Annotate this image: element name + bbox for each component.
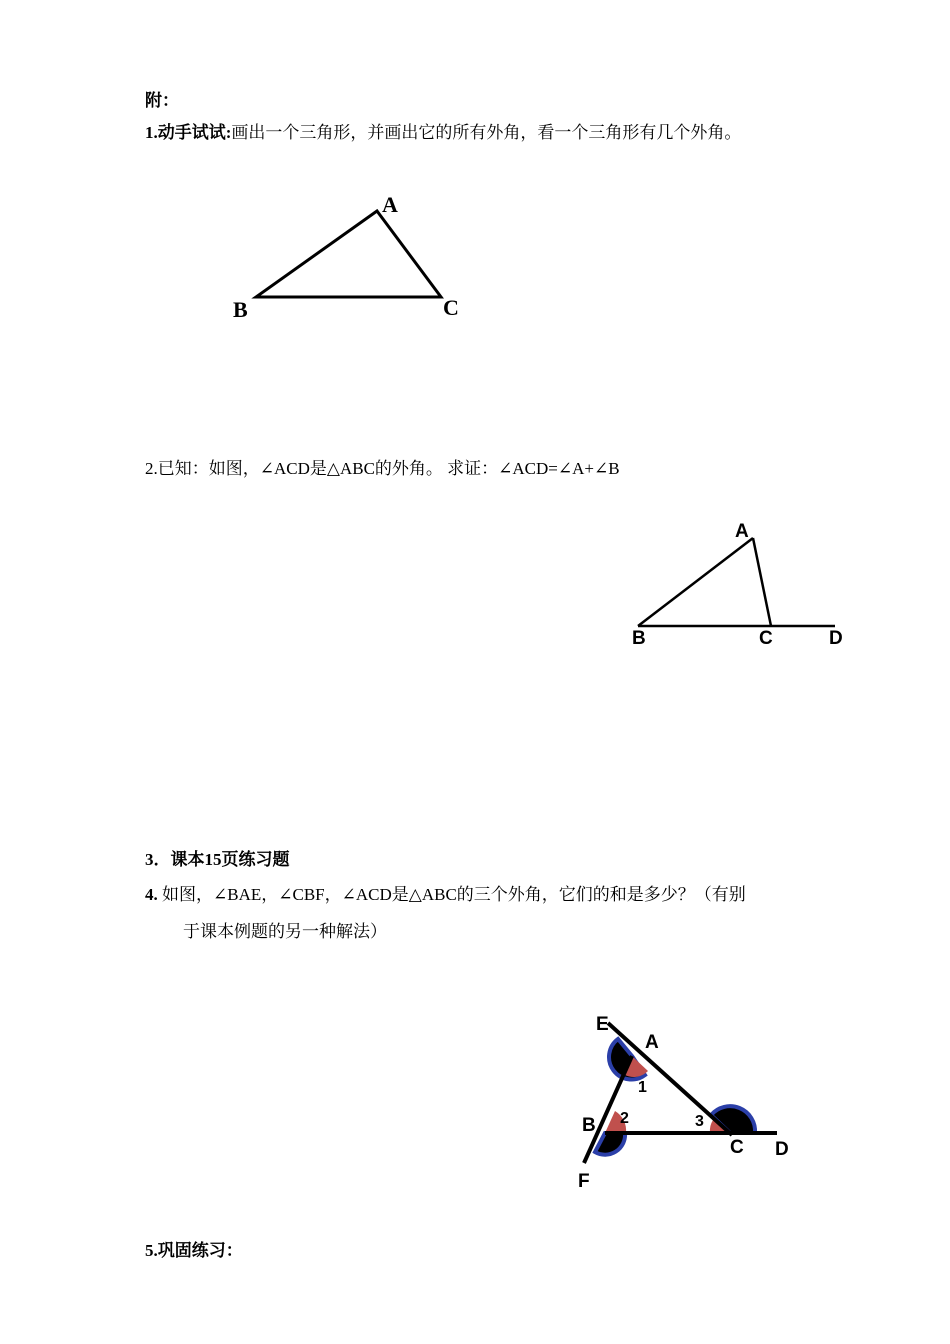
point-label-f: F: [578, 1171, 590, 1192]
question-4: [145, 880, 746, 905]
vertex-label-a: A: [735, 521, 749, 542]
vertex-label-b: B: [632, 628, 646, 649]
angle-label-1: 1: [638, 1079, 647, 1096]
vertex-label-c: C: [443, 295, 459, 320]
vertex-label-b: B: [582, 1115, 596, 1136]
triangle-abc-outline: [256, 211, 441, 297]
vertex-label-d: D: [829, 628, 843, 649]
question-2: 2.已知：如图，∠ACD是△ABC的外角。 求证：∠ACD=∠A+∠B: [145, 459, 620, 478]
triangle-figure-1: [225, 190, 485, 330]
point-label-e: E: [596, 1014, 609, 1035]
question-3: 3．课本15页练习题: [145, 850, 290, 869]
angle-label-3: 3: [695, 1113, 704, 1130]
question-1: [145, 118, 741, 143]
exterior-angles-figure: [570, 1005, 800, 1205]
vertex-label-c: C: [730, 1137, 744, 1158]
appendix-label: 附：: [145, 91, 179, 110]
segment-ab: [638, 538, 753, 626]
vertex-label-a: A: [645, 1032, 659, 1053]
vertex-label-a: A: [382, 192, 398, 217]
vertex-label-b: B: [233, 297, 248, 322]
angle-label-2: 2: [620, 1110, 629, 1127]
exterior-angle-b-wedge: [595, 1133, 625, 1155]
question-5: 5.巩固练习：: [145, 1241, 243, 1260]
question-4-lead: 4.: [145, 885, 158, 904]
point-label-d: D: [775, 1139, 789, 1160]
vertex-label-c: C: [759, 628, 773, 649]
question-1-text: 画出一个三角形，并画出它的所有外角，看一个三角形有几个外角。: [231, 123, 742, 142]
question-1-lead: 1.动手试试:: [145, 123, 232, 142]
question-4-continued: 于课本例题的另一种解法）: [183, 922, 387, 941]
triangle-figure-2: [628, 518, 858, 653]
question-4-text: 如图，∠BAE，∠CBF，∠ACD是△ABC的三个外角，它们的和是多少？（有别: [162, 885, 746, 904]
segment-ac: [753, 538, 771, 626]
